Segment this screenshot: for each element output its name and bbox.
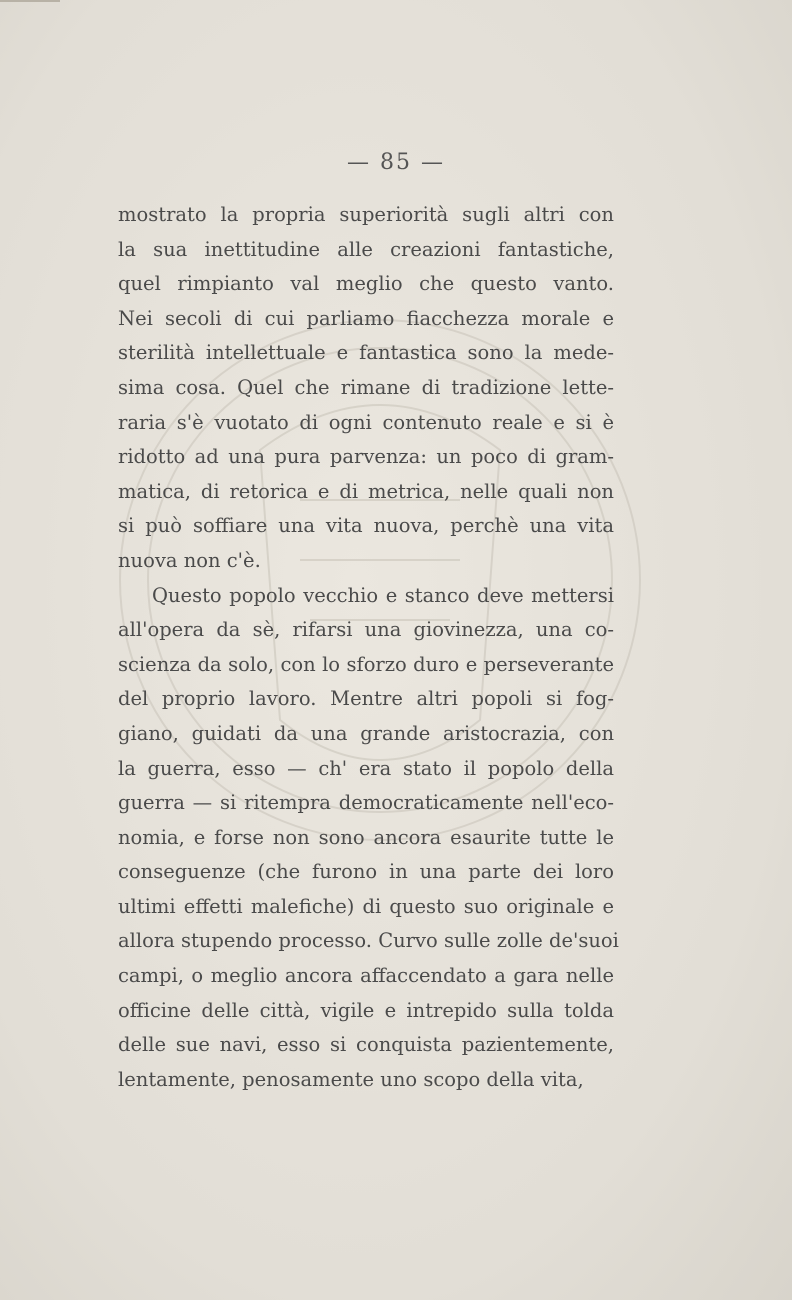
body-text: [118, 198, 619, 1097]
text-line: sima cosa. Quel che rimane di tradizione lette-: [118, 375, 614, 399]
paragraph: [118, 579, 619, 1098]
text-line: sterilità intellettuale e fantastica sono la mede-: [118, 341, 614, 365]
text-line: nomia, e forse non sono ancora esaurite tutte le: [118, 825, 614, 849]
text-line: si può soffiare una vita nuova, perchè una vita: [118, 514, 614, 538]
text-line: giano, guidati da una grande aristocrazia, con: [118, 721, 614, 745]
text-line: allora stupendo processo. Curvo sulle zolle de'suoi: [118, 929, 619, 953]
text-line: la guerra, esso — ch' era stato il popolo della: [118, 756, 614, 780]
text-line: ridotto ad una pura parvenza: un poco di gram-: [118, 445, 614, 469]
text-line: all'opera da sè, rifarsi una giovinezza, una co-: [118, 618, 614, 642]
text-line: nuova non c'è.: [118, 548, 261, 572]
paragraph: [118, 198, 614, 579]
text-line: ultimi effetti malefiche) di questo suo originale e: [118, 894, 614, 918]
text-line: matica, di retorica e di metrica, nelle quali non: [118, 479, 614, 503]
text-line: scienza da solo, con lo sforzo duro e perseverante: [118, 652, 614, 676]
text-line: delle sue navi, esso si conquista pazientemente,: [118, 1033, 614, 1057]
text-line: mostrato la propria superiorità sugli altri con: [118, 203, 614, 226]
text-line: Nei secoli di cui parliamo fiacchezza morale e: [118, 306, 614, 330]
edge-mark: [0, 0, 60, 2]
text-line: campi, o meglio ancora affaccendato a gara nelle: [118, 964, 614, 988]
text-line: lentamente, penosamente uno scopo della vita,: [118, 1067, 584, 1091]
text-line: officine delle città, vigile e intrepido sulla tolda: [118, 998, 614, 1022]
page-number: — 85 —: [347, 150, 445, 175]
text-line: del proprio lavoro. Mentre altri popoli si fog-: [118, 687, 614, 711]
text-line: quel rimpianto val meglio che questo vanto.: [118, 272, 614, 296]
text-line: guerra — si ritempra democraticamente nell'eco-: [118, 791, 614, 815]
text-line: Questo popolo vecchio e stanco deve mettersi: [152, 583, 614, 607]
text-line: la sua inettitudine alle creazioni fantastiche,: [118, 237, 614, 261]
text-line: conseguenze (che furono in una parte dei loro: [118, 860, 614, 884]
text-line: raria s'è vuotato di ogni contenuto reale e si è: [118, 410, 614, 434]
